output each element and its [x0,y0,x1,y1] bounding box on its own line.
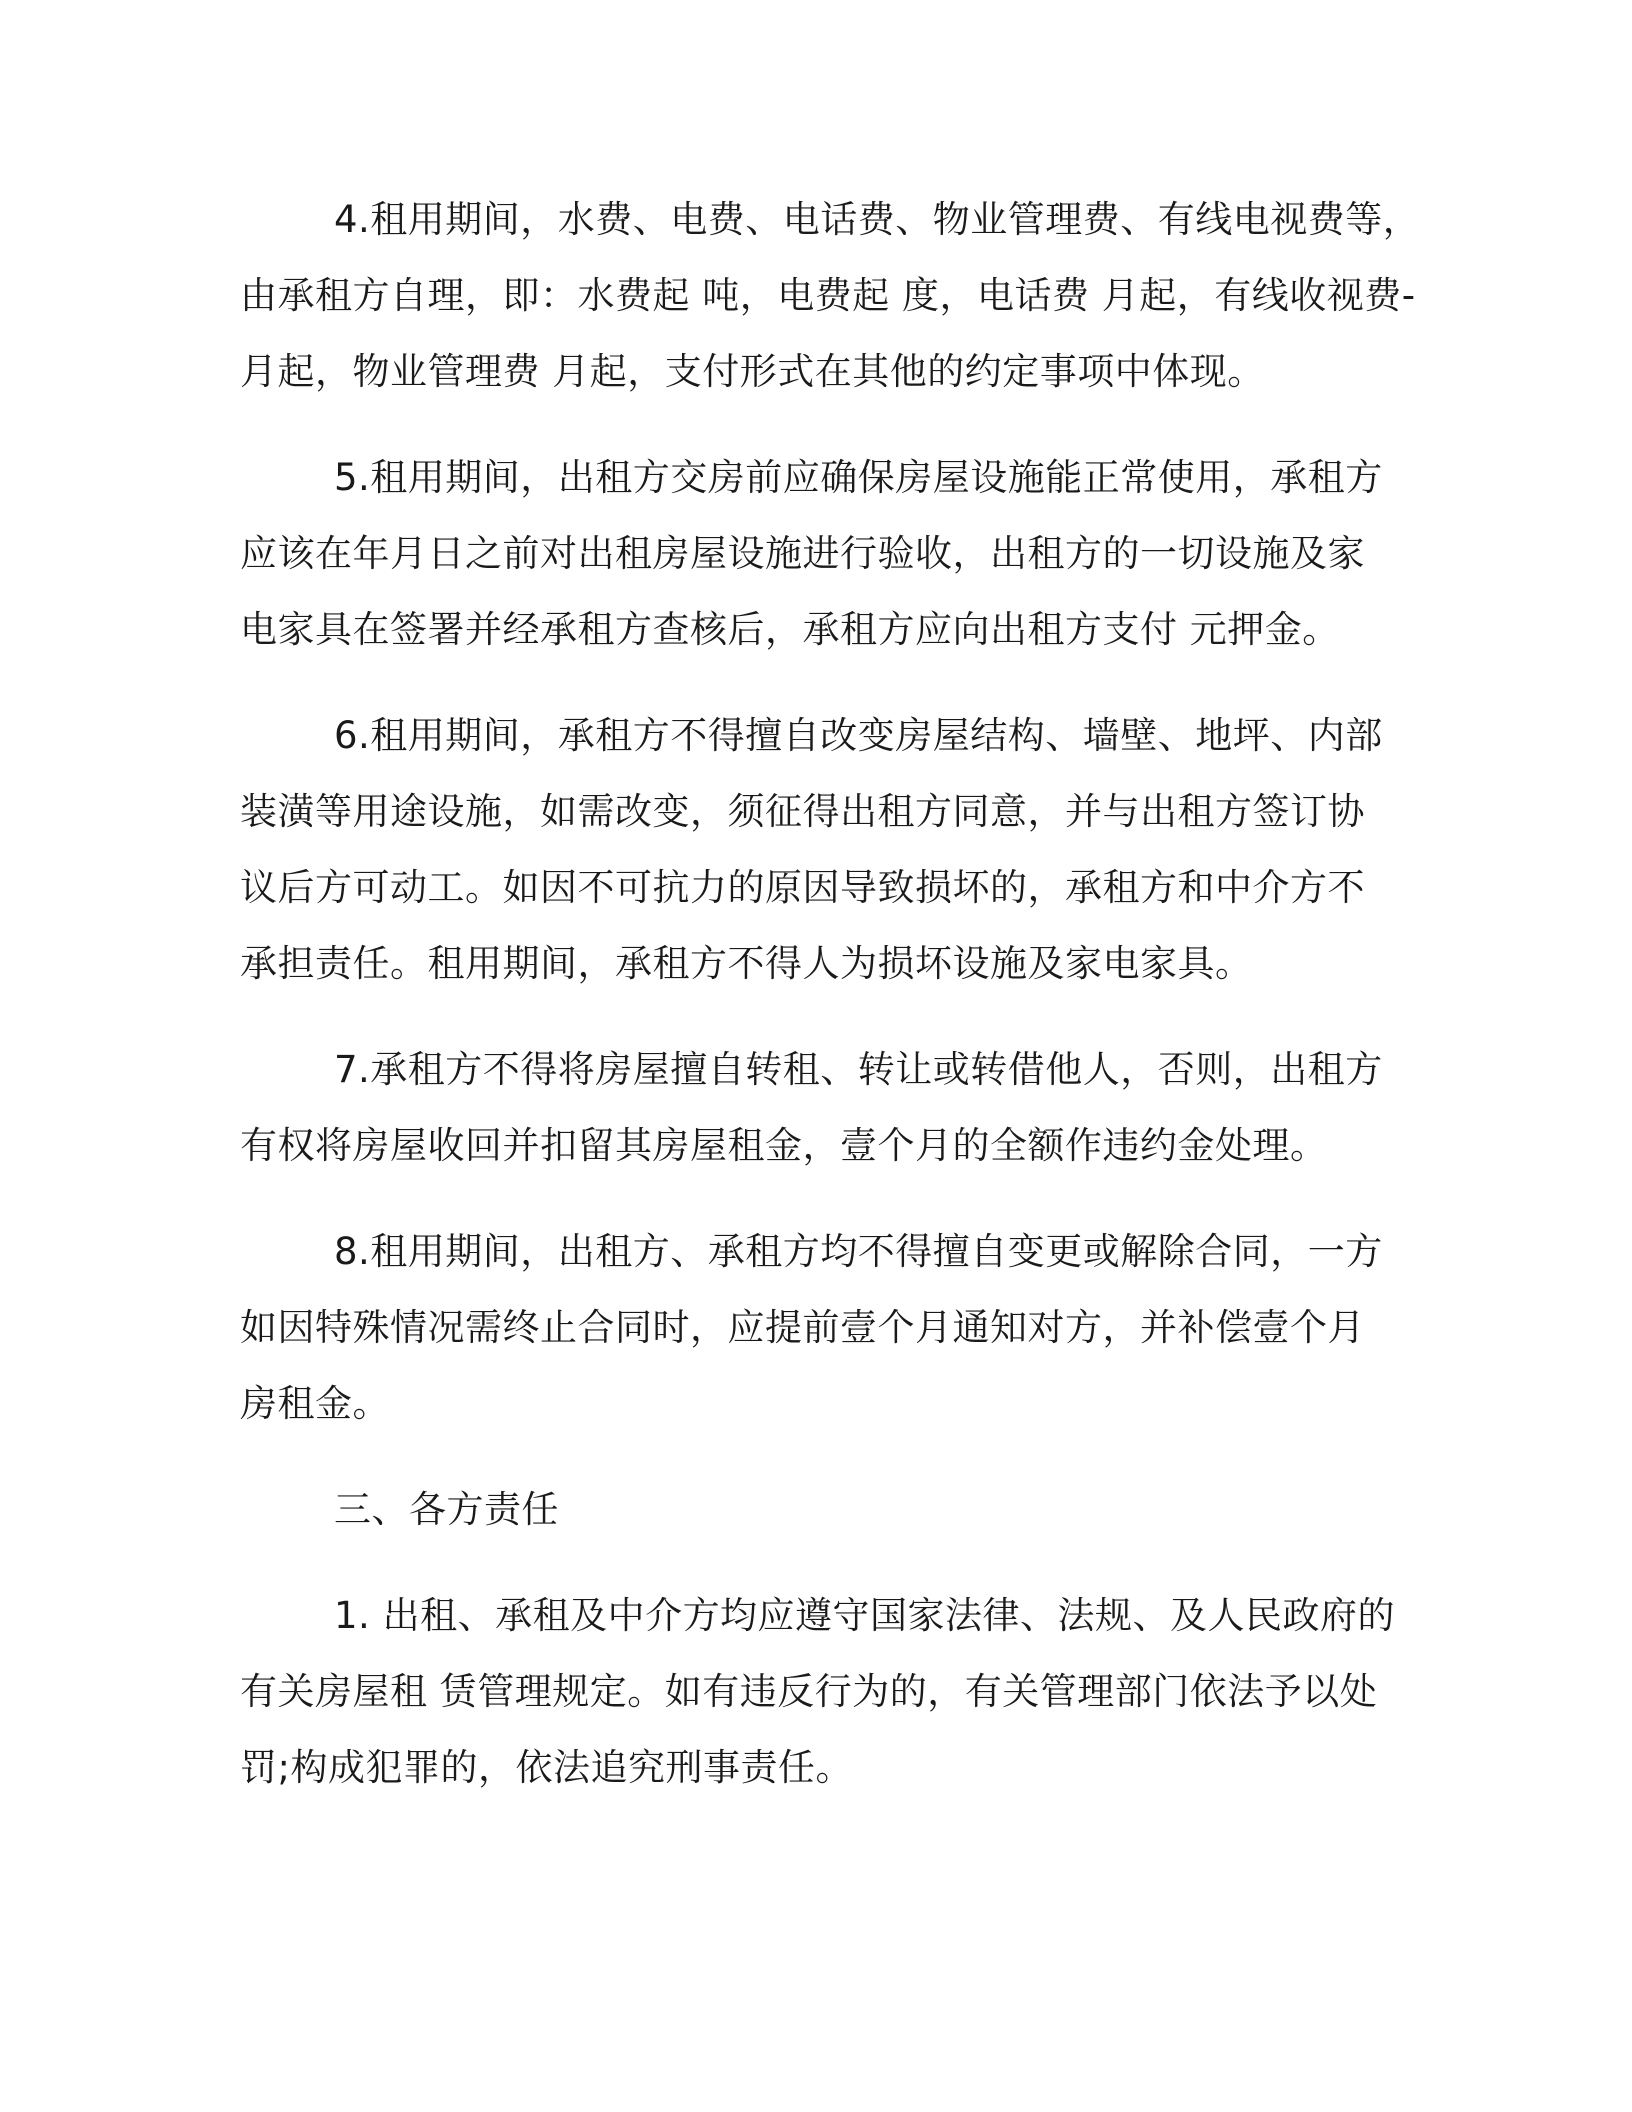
text-line: 5.租用期间，出租方交房前应确保房屋设施能正常使用，承租方 [334,456,1383,499]
clause-6 [240,698,1390,1002]
clause-4 [240,182,1421,410]
text-line: 有权将房屋收回并扣留其房屋租金，壹个月的全额作违约金处理。 [240,1124,1328,1167]
text-line: 有关房屋租 赁管理规定。如有违反行为的，有关管理部门依法予以处 [240,1670,1378,1713]
text-line: 1. 出租、承租及中介方均应遵守国家法律、法规、及人民政府的 [334,1594,1396,1637]
clause-5 [240,440,1390,668]
section-heading [240,1472,1390,1548]
text-line: 承担责任。租用期间，承租方不得人为损坏设施及家电家具。 [240,942,1253,985]
text-line: 房租金。 [240,1382,390,1425]
text-line: 由承租方自理，即：水费起 吨，电费起 度，电话费 月起，有线收视费- [240,274,1416,317]
text-line: 电家具在签署并经承租方查核后，承租方应向出租方支付 元押金。 [240,608,1340,651]
text-line: 6.租用期间，承租方不得擅自改变房屋结构、墙壁、地坪、内部 [334,714,1383,757]
clause-8 [240,1214,1390,1442]
clause-7 [240,1032,1390,1184]
text-line: 7.承租方不得将房屋擅自转租、转让或转借他人，否则，出租方 [334,1048,1383,1091]
section-3-clause-1 [240,1578,1396,1806]
text-line: 4.租用期间，水费、电费、电话费、物业管理费、有线电视费等， [334,198,1421,241]
text-line: 月起，物业管理费 月起，支付形式在其他的约定事项中体现。 [240,350,1265,393]
heading-line: 三、各方责任 [334,1488,559,1531]
document-page [240,182,1421,1836]
text-line: 8.租用期间，出租方、承租方均不得擅自变更或解除合同，一方 [334,1230,1383,1273]
text-line: 应该在年月日之前对出租房屋设施进行验收，出租方的一切设施及家 [240,532,1365,575]
text-line: 装潢等用途设施，如需改变，须征得出租方同意，并与出租方签订协 [240,790,1365,833]
text-line: 罚;构成犯罪的，依法追究刑事责任。 [240,1746,853,1789]
text-line: 议后方可动工。如因不可抗力的原因导致损坏的，承租方和中介方不 [240,866,1365,909]
text-line: 如因特殊情况需终止合同时，应提前壹个月通知对方，并补偿壹个月 [240,1306,1365,1349]
